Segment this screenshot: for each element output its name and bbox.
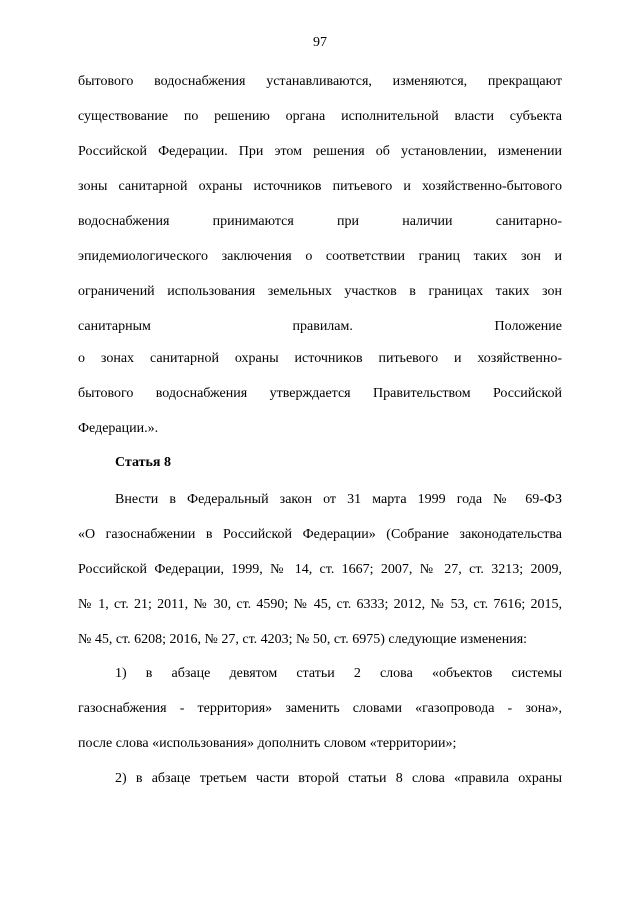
page-number: 97 (313, 35, 327, 50)
text-line: 2) в абзаце третьем части второй статьи 8 слова «правила охраны (115, 771, 562, 786)
text-line: № 45, ст. 6208; 2016, № 27, ст. 4203; № 50, ст. 6975) следующие изменения: (78, 632, 528, 647)
text-line: Российской Федерации. При этом решения об установлении, изменении (78, 144, 562, 159)
text-line: газоснабжения - территория» заменить словами «газопровода - зона», (78, 701, 562, 716)
text-line: водоснабжения принимаются при наличии санитарно- (78, 214, 562, 229)
text-line: Российской Федерации, 1999, № 14, ст. 1667; 2007, № 27, ст. 3213; 2009, (78, 562, 562, 577)
text-line: «О газоснабжении в Российской Федерации» (Собрание законодательства (78, 527, 562, 542)
text-line: Федерации.». (78, 421, 159, 436)
text-line: зоны санитарной охраны источников питьевого и хозяйственно-бытового (78, 179, 562, 194)
text-line: санитарным правилам. Положение (78, 319, 562, 334)
text-line: после слова «использования» дополнить словом «территории»; (78, 736, 457, 751)
text-line: № 1, ст. 21; 2011, № 30, ст. 4590; № 45, ст. 6333; 2012, № 53, ст. 7616; 2015, (78, 597, 562, 612)
text-line: ограничений использования земельных участков в границах таких зон (78, 284, 562, 299)
text-line: бытового водоснабжения устанавливаются, изменяются, прекращают (78, 74, 562, 89)
text-line: существование по решению органа исполнительной власти субъекта (78, 109, 562, 124)
article-heading: Статья 8 (115, 455, 171, 470)
text-line: о зонах санитарной охраны источников питьевого и хозяйственно- (78, 351, 562, 366)
text-line: 1) в абзаце девятом статьи 2 слова «объектов системы (115, 666, 562, 681)
text-line: Внести в Федеральный закон от 31 марта 1999 года № 69-ФЗ (115, 492, 562, 507)
text-line: бытового водоснабжения утверждается Правительством Российской (78, 386, 562, 401)
text-line: эпидемиологического заключения о соответствии границ таких зон и (78, 249, 562, 264)
